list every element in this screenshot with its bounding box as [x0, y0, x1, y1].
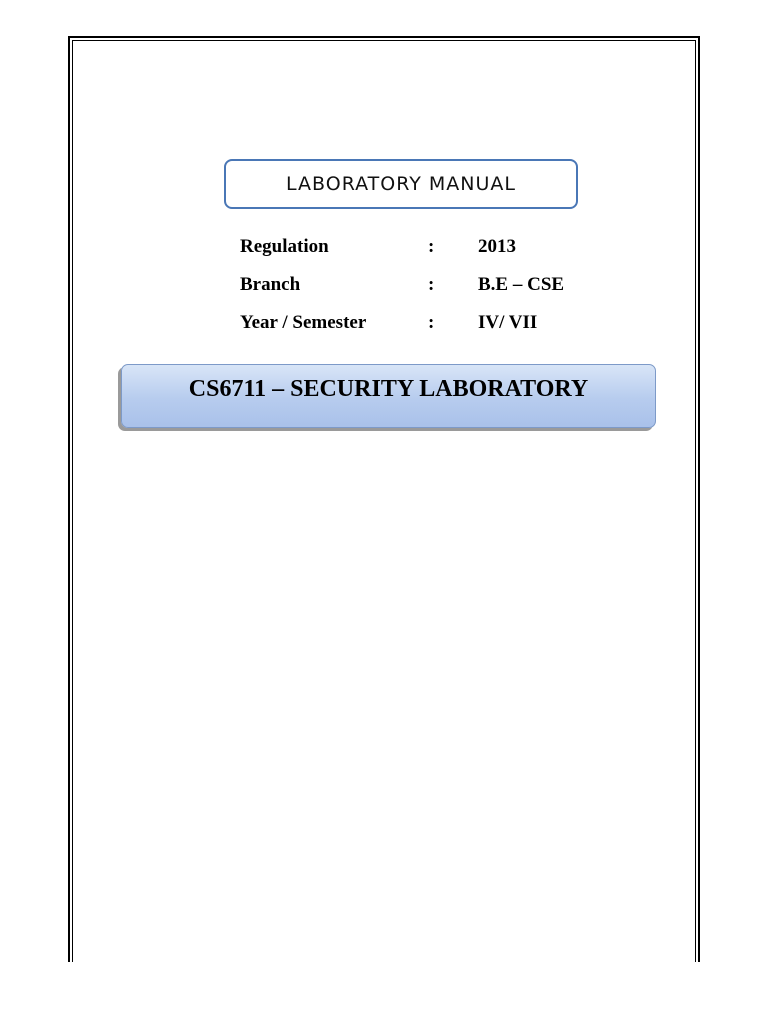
detail-separator: : — [428, 274, 435, 295]
course-title-banner — [121, 364, 656, 428]
detail-separator: : — [428, 312, 435, 333]
detail-label: Branch — [240, 274, 301, 295]
course-details — [240, 228, 600, 342]
detail-value: IV/ VII — [478, 312, 538, 333]
detail-value: B.E – CSE — [478, 274, 565, 295]
detail-label: Year / Semester — [240, 312, 367, 333]
detail-label: Regulation — [240, 236, 329, 257]
detail-row-year-semester — [240, 304, 600, 342]
course-title: CS6711 – SECURITY LABORATORY — [188, 375, 589, 402]
detail-row-branch — [240, 266, 600, 304]
lab-manual-heading: LABORATORY MANUAL — [286, 173, 516, 195]
lab-manual-header-box — [224, 159, 578, 209]
detail-value: 2013 — [478, 236, 516, 257]
detail-row-regulation — [240, 228, 600, 266]
detail-separator: : — [428, 236, 435, 257]
